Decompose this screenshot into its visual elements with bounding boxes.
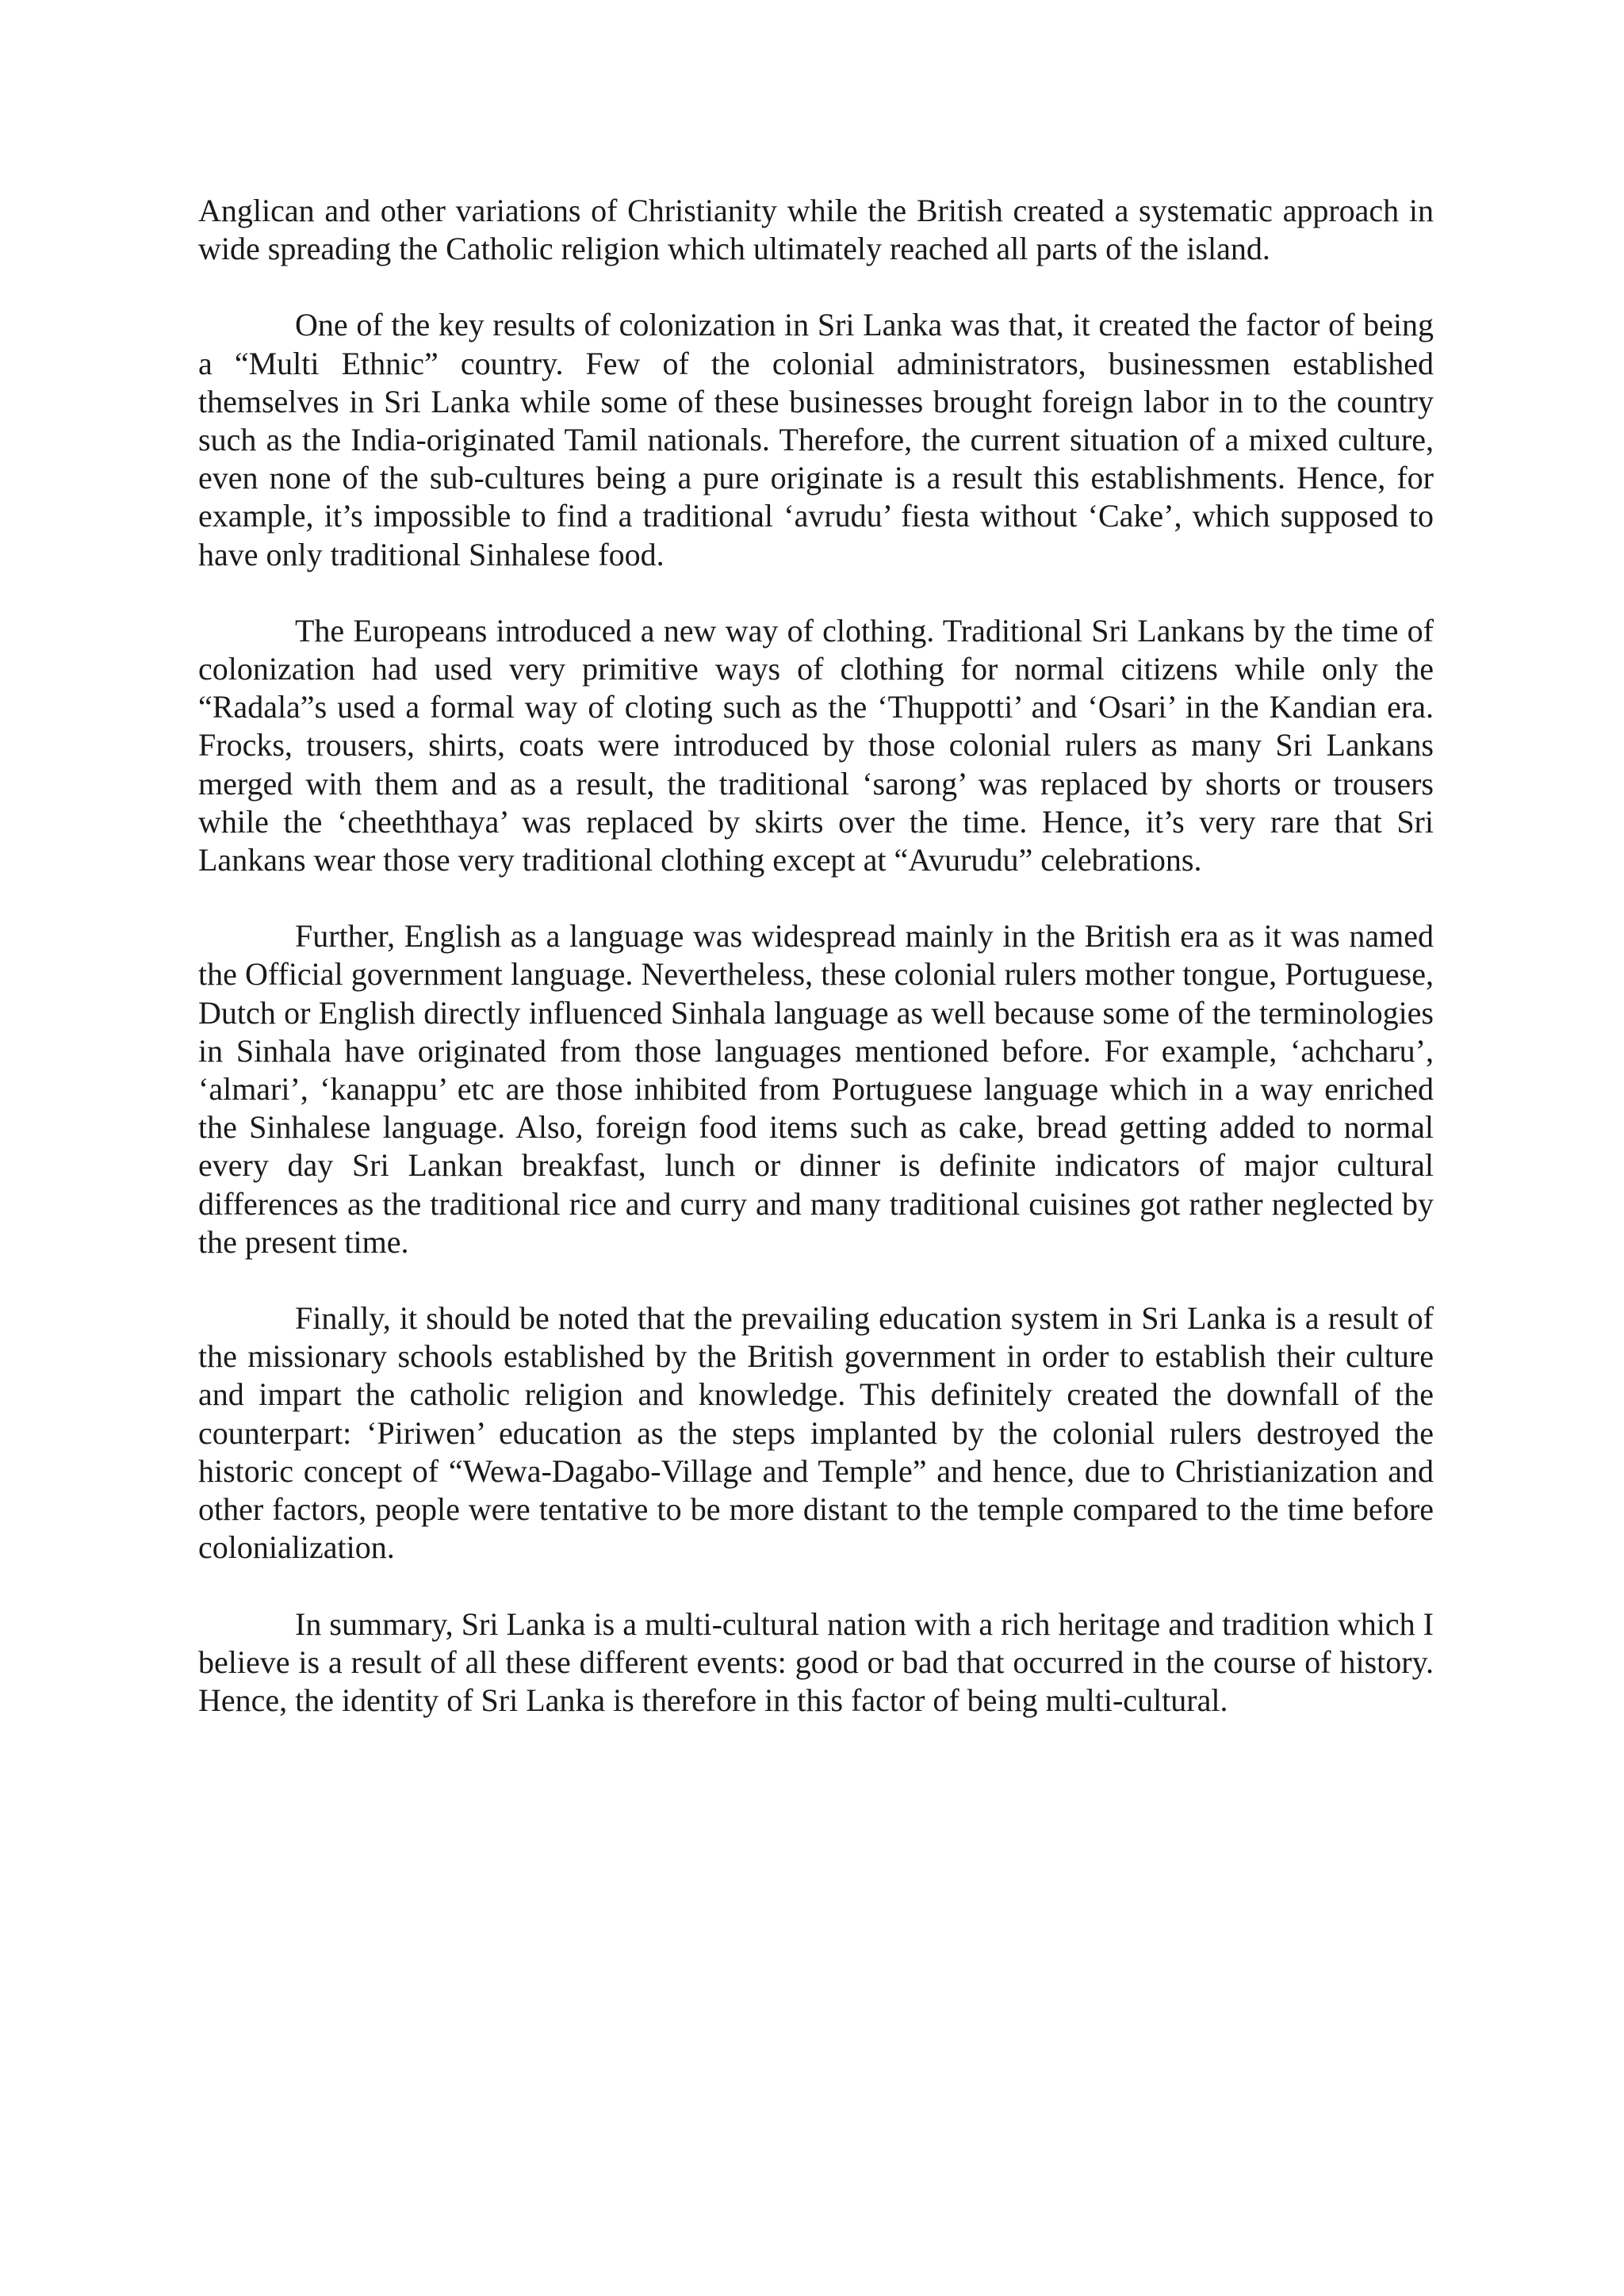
document-body bbox=[198, 192, 1434, 1758]
paragraph-continuation: Anglican and other variations of Christianity while the British created a systematic approach in wide spreading the Catholic religion which ultimately reached all parts of the island. bbox=[198, 193, 1434, 267]
paragraph-language: Further, English as a language was widespread mainly in the British era as it was named the Official government language. Nevertheless, these colonial rulers mother tongue, Portuguese, Dutch or English directly influenced Sinhala language as well because some of the terminologies in Sinhala have originated from those languages mentioned before. For example, ‘achcharu’, ‘almari’, ‘kanappu’ etc are those inhibited from Portuguese language which in a way enriched the Sinhalese language. Also, foreign food items such as cake, bread getting added to normal every day Sri Lankan breakfast, lunch or dinner is definite indicators of major cultural differences as the traditional rice and curry and many traditional cuisines got rather neglected by the present time. bbox=[198, 918, 1434, 1260]
paragraph-summary: In summary, Sri Lanka is a multi-cultural nation with a rich heritage and tradition which I believe is a result of all these different events: good or bad that occurred in the course of history. Hence, the identity of Sri Lanka is therefore in this factor of being multi-cultural. bbox=[198, 1605, 1434, 1718]
paragraph-education: Finally, it should be noted that the prevailing education system in Sri Lanka is a result of the missionary schools established by the British government in order to establish their culture and impart the catholic religion and knowledge. This definitely created the downfall of the counterpart: ‘Piriwen’ education as the steps implanted by the colonial rulers destroyed the historic concept of “Wewa-Dagabo-Village and Temple” and hence, due to Christianization and other factors, people were tentative to be more distant to the temple compared to the time before colonialization. bbox=[198, 1300, 1434, 1566]
paragraph-clothing: The Europeans introduced a new way of clothing. Traditional Sri Lankans by the time of colonization had used very primitive ways of clothing for normal citizens while only the “Radala”s used a formal way of cloting such as the ‘Thuppotti’ and ‘Osari’ in the Kandian era. Frocks, trousers, shirts, coats were introduced by those colonial rulers as many Sri Lankans merged with them and as a result, the traditional ‘sarong’ was replaced by shorts or trousers while the ‘cheeththaya’ was replaced by skirts over the time. Hence, it’s very rare that Sri Lankans wear those very traditional clothing except at “Avurudu” celebrations. bbox=[198, 612, 1434, 878]
paragraph-multi-ethnic: One of the key results of colonization in Sri Lanka was that, it created the factor of being a “Multi Ethnic” country. Few of the colonial administrators, businessmen established themselves in Sri Lanka while some of these businesses brought foreign labor in to the country such as the India-originated Tamil nationals. Therefore, the current situation of a mixed culture, even none of the sub-cultures being a pure originate is a result this establishments. Hence, for example, it’s impossible to find a traditional ‘avrudu’ fiesta without ‘Cake’, which supposed to have only traditional Sinhalese food. bbox=[198, 307, 1434, 572]
